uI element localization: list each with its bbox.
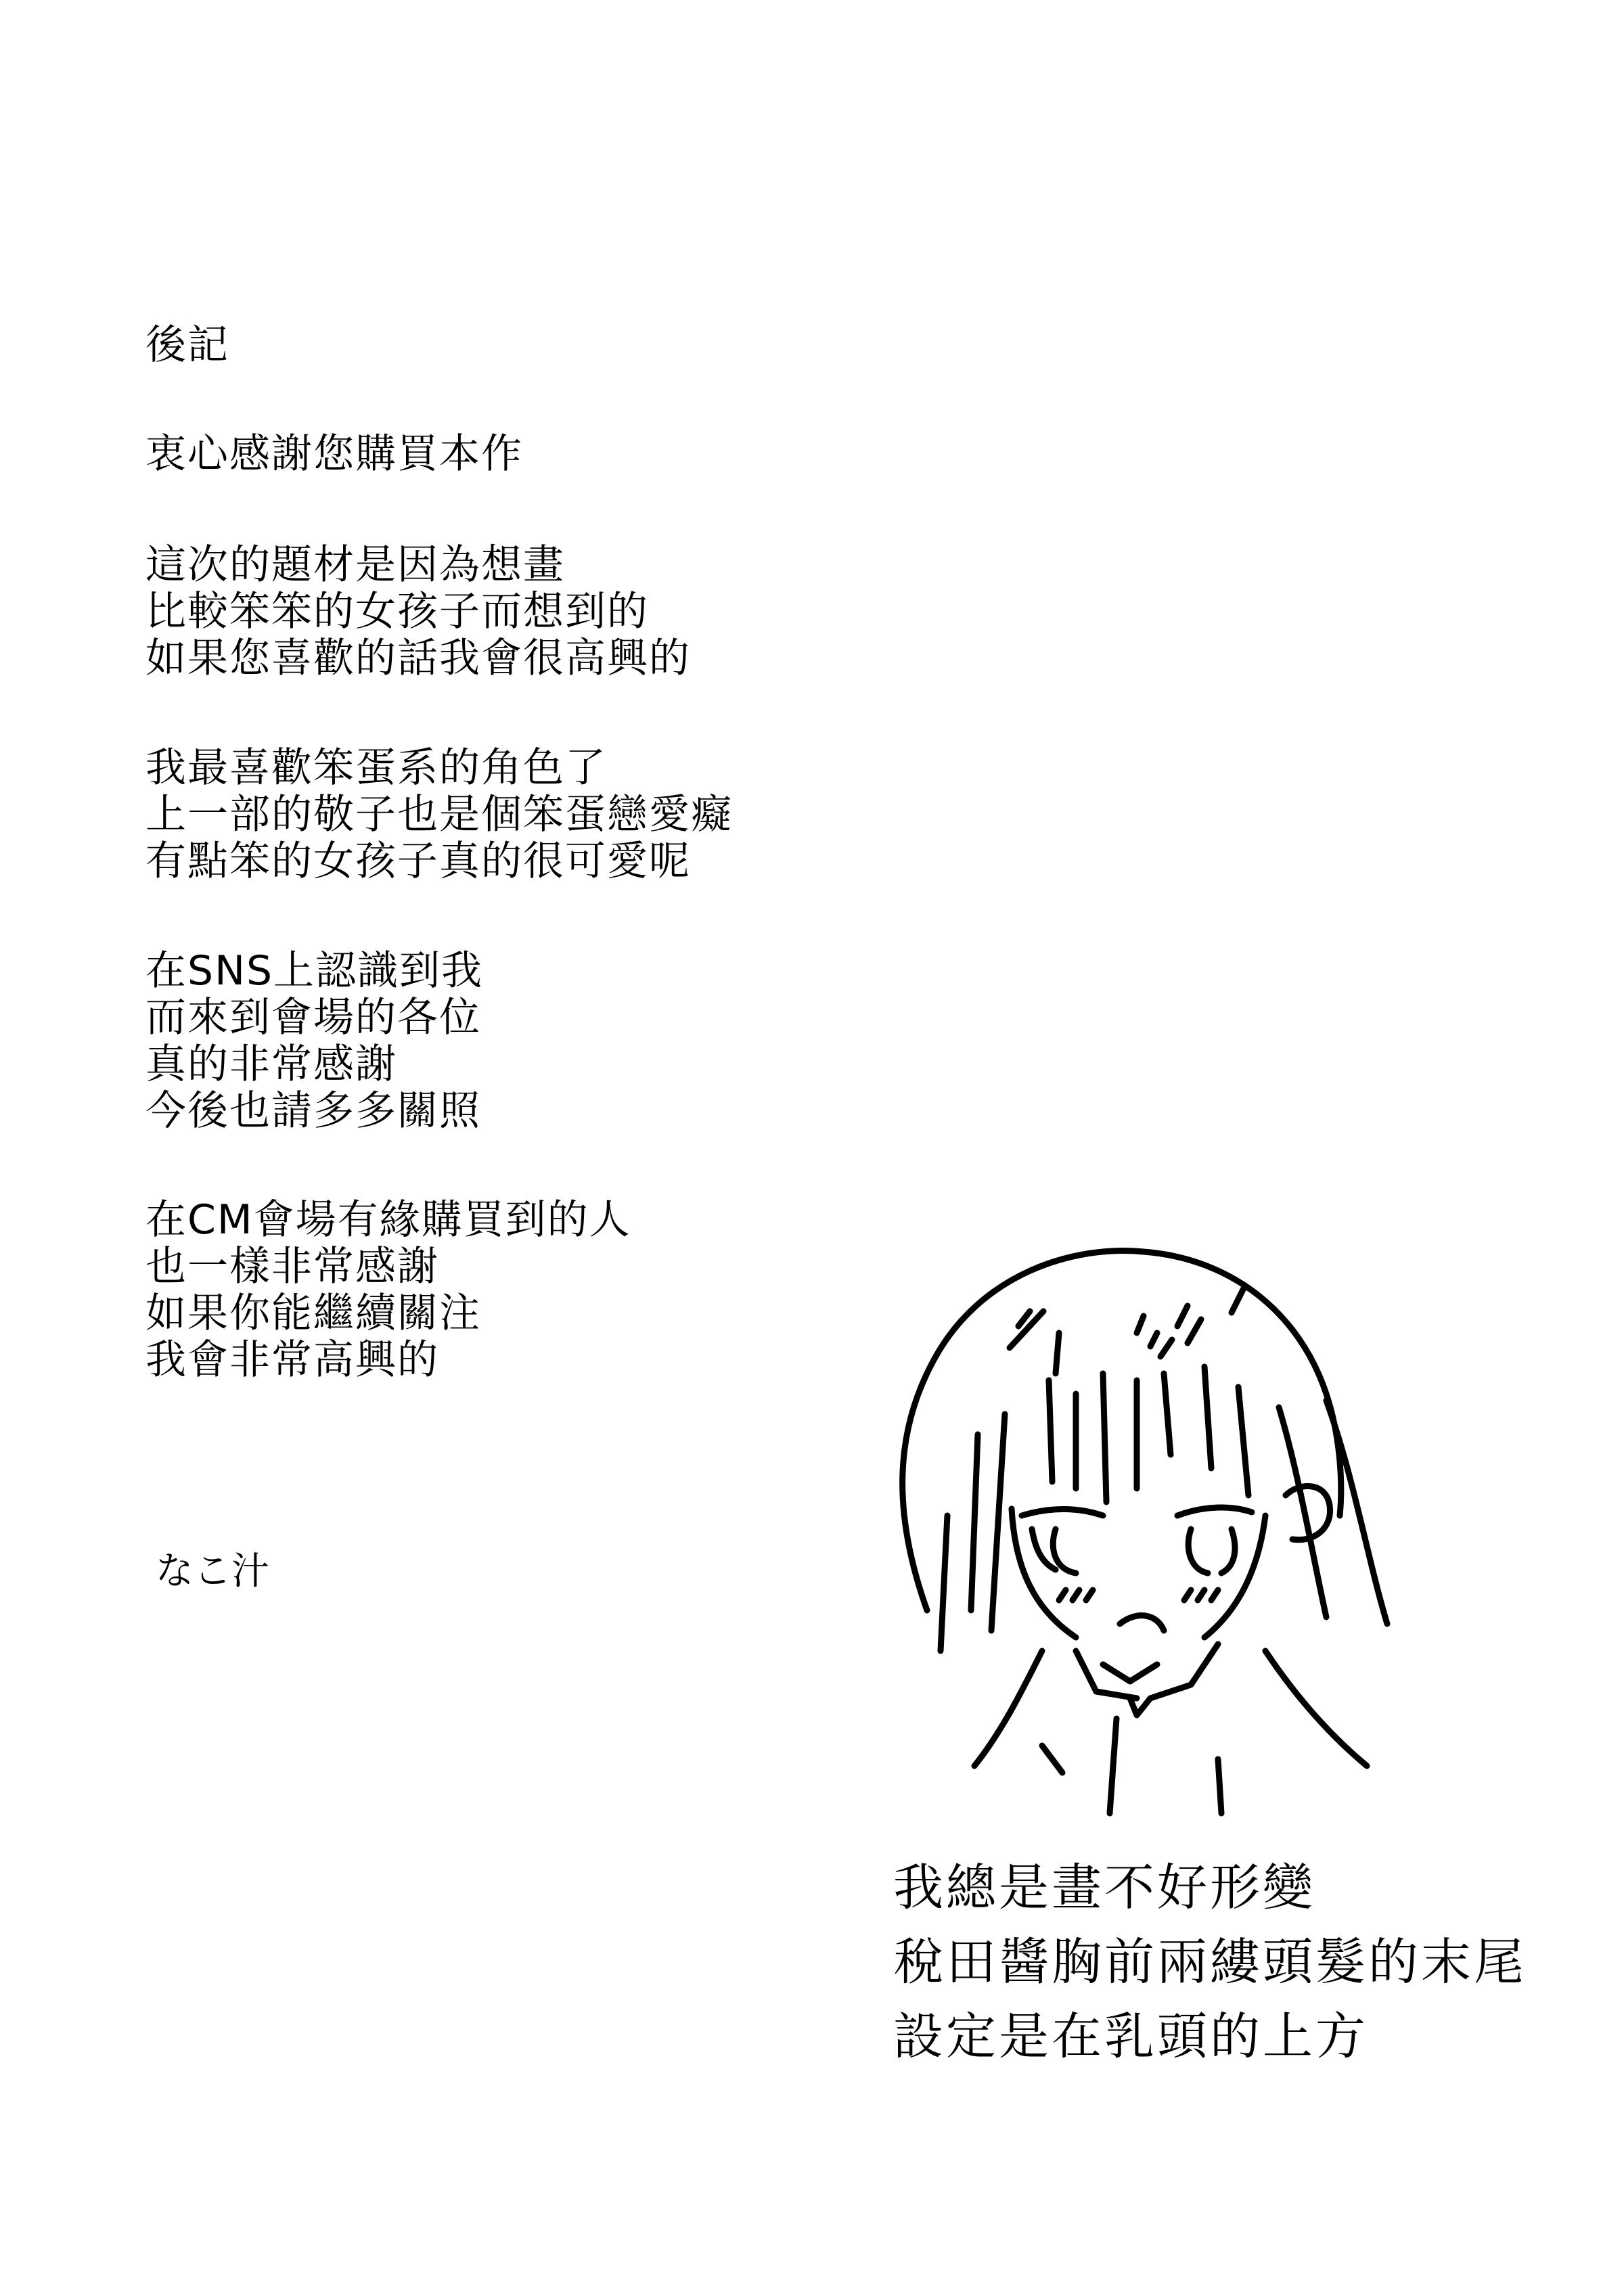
handwritten-note-line2: 稅田醬胸前兩縷頭髮的末尾 (893, 1933, 1527, 1991)
paragraph4-line2: 也一樣非常感謝 (145, 1243, 439, 1290)
handwritten-note-line1: 我總是畫不好形變 (893, 1859, 1315, 1917)
paragraph3-line4: 今後也請多多關照 (145, 1087, 481, 1135)
paragraph4-line4: 我會非常高興的 (145, 1336, 439, 1384)
afterword-title: 後記 (145, 321, 229, 369)
paragraph2-line2: 上一部的敬子也是個笨蛋戀愛癡 (145, 791, 733, 838)
girl-sketch-icon (853, 1231, 1394, 1840)
paragraph1-line2: 比較笨笨的女孩子而想到的 (145, 588, 649, 635)
paragraph2-line1: 我最喜歡笨蛋系的角色了 (145, 744, 607, 792)
paragraph3-line2: 而來到會場的各位 (145, 994, 481, 1041)
paragraph4-line1: 在CM會場有緣購買到的人 (145, 1196, 631, 1244)
thanks-line: 衷心感謝您購買本作 (145, 430, 523, 478)
paragraph3-line3: 真的非常感謝 (145, 1041, 397, 1088)
paragraph4-line3: 如果你能繼續關注 (145, 1290, 481, 1337)
paragraph2-line3: 有點笨的女孩子真的很可愛呢 (145, 838, 691, 885)
author-signature: なこ汁 (156, 1549, 269, 1593)
paragraph1-line3: 如果您喜歡的話我會很高興的 (145, 635, 691, 682)
handwritten-note-line3: 設定是在乳頭的上方 (893, 2007, 1368, 2066)
paragraph1-line1: 這次的題材是因為想畫 (145, 541, 565, 589)
paragraph3-line1: 在SNS上認識到我 (145, 947, 484, 995)
